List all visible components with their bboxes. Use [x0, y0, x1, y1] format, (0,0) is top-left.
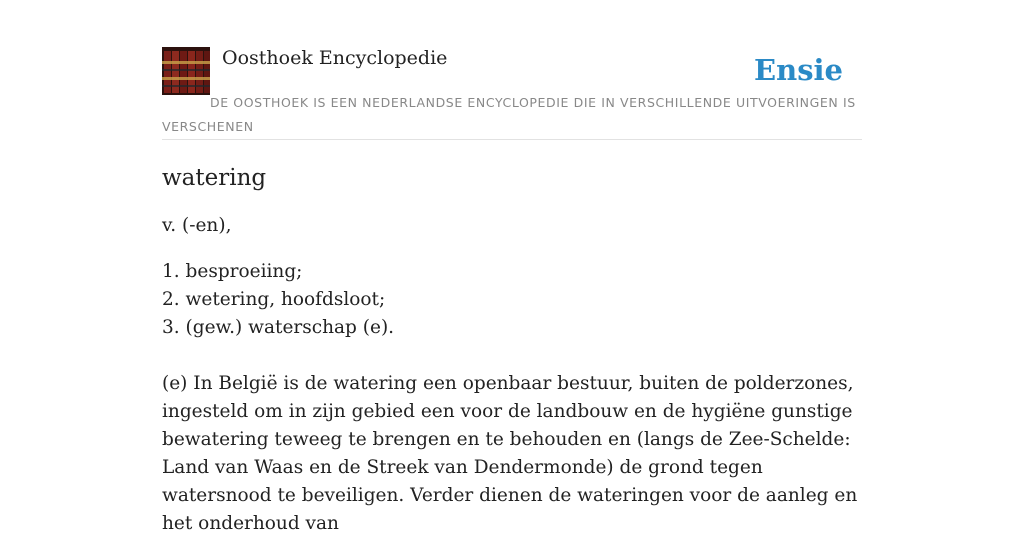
meaning-item: 3. (gew.) waterschap (e).: [162, 317, 395, 338]
source-header: [162, 46, 862, 140]
encyclopedia-books-icon: [162, 47, 210, 95]
source-title[interactable]: Oosthoek Encyclopedie: [222, 47, 448, 69]
entry-content: [162, 160, 862, 538]
entry-meanings: [162, 258, 862, 342]
source-description: DE OOSTHOEK IS EEN NEDERLANDSE ENCYCLOPEDIE DIE IN VERSCHILLENDE UITVOERINGEN IS VERSCHENEN: [162, 95, 856, 134]
entry-body: (e) In België is de watering een openbaar bestuur, buiten de polderzones, ingesteld om in zijn gebied een voor de landbouw en de hygiëne gunstige bewatering teweeg te brengen en te behouden en (langs de Zee-Schelde: Land van Waas en de Streek van Dendermonde) de grond tegen watersnood te beveiligen. Verder dienen de wateringen voor de aanleg en het onderhoud van: [162, 373, 858, 534]
ensie-logo[interactable]: Ensie: [754, 53, 843, 87]
entry-term: watering: [162, 165, 267, 191]
source-avatar[interactable]: [162, 47, 210, 95]
entry-grammar: v. (-en),: [162, 215, 232, 236]
meaning-item: 2. wetering, hoofdsloot;: [162, 289, 386, 310]
meaning-item: 1. besproeiing;: [162, 261, 303, 282]
